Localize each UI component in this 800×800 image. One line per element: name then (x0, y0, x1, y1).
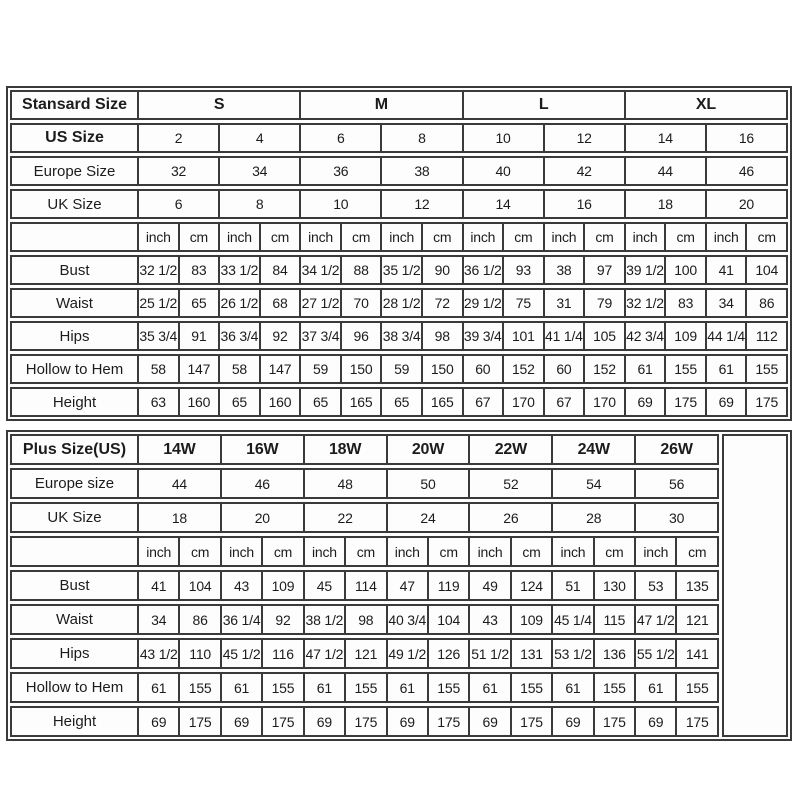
unit-header-cell: inch (543, 224, 584, 250)
measurement-value-cell: 35 1/2 (380, 257, 421, 283)
measurement-value-cell: 31 (543, 290, 584, 316)
measurement-row (10, 288, 788, 318)
measurement-value-cell: 116 (261, 640, 302, 667)
row-label: Hollow to Hem (25, 679, 124, 696)
measurement-value-cell: 61 (220, 674, 261, 701)
measurement-value-cell: 65 (299, 389, 340, 415)
measurement-value-cell: 36 3/4 (218, 323, 259, 349)
size-value-cell: 48 (303, 470, 386, 497)
measurement-value-cell: 175 (675, 708, 716, 735)
measurement-value-cell: 36 1/2 (462, 257, 503, 283)
unit-header-cell: inch (220, 538, 261, 565)
measurement-value-cell: 26 1/2 (218, 290, 259, 316)
measurement-value-cell: 175 (510, 708, 551, 735)
size-value-cell: 24 (386, 504, 469, 531)
measurement-value-cell: 150 (421, 356, 462, 382)
measurement-value-cell: 170 (502, 389, 543, 415)
row-label: Height (52, 393, 97, 411)
measurement-value-cell: 45 (303, 572, 344, 599)
measurement-value-cell: 69 (634, 708, 675, 735)
measurement-value-cell: 61 (386, 674, 427, 701)
standard-size-chart-rows (10, 90, 788, 417)
measurement-value-cell: 39 1/2 (624, 257, 665, 283)
measurement-value-cell: 109 (664, 323, 705, 349)
empty-label-cell (12, 224, 137, 250)
measurement-value-cell: 63 (137, 389, 178, 415)
unit-header-cell: inch (386, 538, 427, 565)
measurement-value-cell: 175 (745, 389, 786, 415)
measurement-value-cell: 86 (178, 606, 219, 633)
unit-header-cell: cm (502, 224, 543, 250)
measurement-row (10, 604, 719, 635)
measurement-value-cell: 104 (427, 606, 468, 633)
measurement-value-cell: 147 (178, 356, 219, 382)
size-value-cell: 12 (543, 125, 624, 151)
standard-size-chart-table (6, 86, 792, 421)
measurement-value-cell: 58 (218, 356, 259, 382)
measurement-value-cell: 70 (340, 290, 381, 316)
size-group-header: 20W (386, 436, 469, 463)
measurement-value-cell: 109 (261, 572, 302, 599)
measurement-value-cell: 72 (421, 290, 462, 316)
measurement-value-cell: 38 1/2 (303, 606, 344, 633)
plus-size-chart-table (6, 430, 792, 741)
measurement-value-cell: 43 (220, 572, 261, 599)
unit-header-cell: inch (380, 224, 421, 250)
measurement-value-cell: 90 (421, 257, 462, 283)
measurement-value-cell: 69 (220, 708, 261, 735)
measurement-value-cell: 83 (178, 257, 219, 283)
measurement-value-cell: 35 3/4 (137, 323, 178, 349)
measurement-value-cell: 152 (502, 356, 543, 382)
unit-header-cell: cm (421, 224, 462, 250)
measurement-value-cell: 65 (218, 389, 259, 415)
measurement-row (10, 706, 719, 737)
measurement-value-cell: 28 1/2 (380, 290, 421, 316)
size-group-header: 22W (468, 436, 551, 463)
measurement-value-cell: 61 (624, 356, 665, 382)
measurement-value-cell: 59 (380, 356, 421, 382)
size-group-header: L (462, 92, 624, 118)
measurement-value-cell: 86 (745, 290, 786, 316)
measurement-value-cell: 155 (427, 674, 468, 701)
unit-header-cell: inch (705, 224, 746, 250)
measurement-value-cell: 114 (344, 572, 385, 599)
measurement-value-cell: 37 3/4 (299, 323, 340, 349)
unit-header-cell: cm (259, 224, 300, 250)
measurement-value-cell: 121 (675, 606, 716, 633)
measurement-value-cell: 69 (386, 708, 427, 735)
measurement-value-cell: 110 (178, 640, 219, 667)
measurement-value-cell: 160 (178, 389, 219, 415)
measurement-value-cell: 79 (583, 290, 624, 316)
measurement-value-cell: 83 (664, 290, 705, 316)
measurement-value-cell: 36 1/4 (220, 606, 261, 633)
measurement-value-cell: 104 (178, 572, 219, 599)
size-value-cell: 30 (634, 504, 717, 531)
unit-header-cell: cm (178, 224, 219, 250)
size-value-cell: 32 (137, 158, 218, 184)
size-value-cell: 6 (137, 191, 218, 217)
size-group-header: S (137, 92, 299, 118)
measurement-value-cell: 47 1/2 (303, 640, 344, 667)
measurement-value-cell: 119 (427, 572, 468, 599)
unit-header-cell: cm (664, 224, 705, 250)
measurement-value-cell: 121 (344, 640, 385, 667)
size-value-cell: 26 (468, 504, 551, 531)
size-value-cell: 20 (705, 191, 786, 217)
measurement-value-cell: 67 (462, 389, 503, 415)
measurement-value-cell: 112 (745, 323, 786, 349)
unit-header-cell: inch (551, 538, 592, 565)
measurement-value-cell: 40 3/4 (386, 606, 427, 633)
measurement-value-cell: 93 (502, 257, 543, 283)
size-value-cell: 20 (220, 504, 303, 531)
row-label: Bust (59, 261, 90, 279)
measurement-value-cell: 41 (705, 257, 746, 283)
measurement-value-cell: 53 1/2 (551, 640, 592, 667)
size-value-cell: 56 (634, 470, 717, 497)
measurement-value-cell: 175 (261, 708, 302, 735)
measurement-value-cell: 61 (551, 674, 592, 701)
measurement-value-cell: 141 (675, 640, 716, 667)
size-group-header: 26W (634, 436, 717, 463)
size-value-cell: 10 (462, 125, 543, 151)
measurement-value-cell: 51 (551, 572, 592, 599)
size-value-cell: 38 (380, 158, 461, 184)
measurement-value-cell: 155 (261, 674, 302, 701)
unit-header-row (10, 222, 788, 252)
unit-header-cell: cm (675, 538, 716, 565)
row-label: Hollow to Hem (25, 360, 124, 378)
unit-header-cell: inch (634, 538, 675, 565)
measurement-value-cell: 25 1/2 (137, 290, 178, 316)
measurement-value-cell: 155 (510, 674, 551, 701)
unit-header-cell: inch (299, 224, 340, 250)
measurement-value-cell: 92 (261, 606, 302, 633)
size-conversion-row (10, 189, 788, 219)
unit-header-cell: inch (137, 538, 178, 565)
measurement-value-cell: 155 (745, 356, 786, 382)
measurement-value-cell: 67 (543, 389, 584, 415)
measurement-value-cell: 170 (583, 389, 624, 415)
size-group-header: XL (624, 92, 786, 118)
measurement-value-cell: 124 (510, 572, 551, 599)
size-group-header: 14W (137, 436, 220, 463)
size-conversion-row (10, 123, 788, 153)
size-value-cell: 44 (137, 470, 220, 497)
size-value-cell: 22 (303, 504, 386, 531)
size-conversion-row (10, 502, 719, 533)
measurement-value-cell: 69 (551, 708, 592, 735)
unit-header-cell: inch (624, 224, 665, 250)
measurement-value-cell: 147 (259, 356, 300, 382)
size-value-cell: 8 (218, 191, 299, 217)
measurement-value-cell: 165 (421, 389, 462, 415)
size-conversion-row (10, 468, 719, 499)
size-value-cell: 34 (218, 158, 299, 184)
measurement-value-cell: 61 (137, 674, 178, 701)
size-group-header: 16W (220, 436, 303, 463)
size-value-cell: 46 (705, 158, 786, 184)
measurement-value-cell: 61 (303, 674, 344, 701)
unit-header-cell: cm (745, 224, 786, 250)
row-label: UK Size (47, 509, 102, 526)
measurement-value-cell: 43 (468, 606, 509, 633)
measurement-value-cell: 69 (137, 708, 178, 735)
measurement-value-cell: 136 (593, 640, 634, 667)
size-conversion-row (10, 156, 788, 186)
size-value-cell: 28 (551, 504, 634, 531)
row-label: Europe size (34, 475, 115, 492)
measurement-value-cell: 45 1/2 (220, 640, 261, 667)
measurement-value-cell: 61 (468, 674, 509, 701)
row-label: Europe Size (33, 162, 116, 180)
unit-header-row (10, 536, 719, 567)
measurement-value-cell: 33 1/2 (218, 257, 259, 283)
measurement-row (10, 255, 788, 285)
measurement-value-cell: 44 1/4 (705, 323, 746, 349)
size-value-cell: 44 (624, 158, 705, 184)
empty-label-cell (12, 538, 137, 565)
measurement-value-cell: 101 (502, 323, 543, 349)
unit-header-cell: cm (427, 538, 468, 565)
measurement-value-cell: 53 (634, 572, 675, 599)
measurement-row (10, 321, 788, 351)
unit-header-cell: cm (510, 538, 551, 565)
measurement-value-cell: 38 3/4 (380, 323, 421, 349)
measurement-value-cell: 155 (178, 674, 219, 701)
measurement-value-cell: 41 1/4 (543, 323, 584, 349)
measurement-value-cell: 152 (583, 356, 624, 382)
size-value-cell: 42 (543, 158, 624, 184)
measurement-value-cell: 29 1/2 (462, 290, 503, 316)
size-value-cell: 12 (380, 191, 461, 217)
empty-trailing-cell (722, 434, 788, 737)
unit-header-cell: inch (218, 224, 259, 250)
size-value-cell: 6 (299, 125, 380, 151)
measurement-value-cell: 150 (340, 356, 381, 382)
measurement-value-cell: 51 1/2 (468, 640, 509, 667)
measurement-row (10, 354, 788, 384)
measurement-value-cell: 42 3/4 (624, 323, 665, 349)
measurement-value-cell: 32 1/2 (137, 257, 178, 283)
measurement-value-cell: 55 1/2 (634, 640, 675, 667)
size-value-cell: 8 (380, 125, 461, 151)
measurement-value-cell: 45 1/4 (551, 606, 592, 633)
size-value-cell: 46 (220, 470, 303, 497)
unit-header-cell: cm (344, 538, 385, 565)
measurement-value-cell: 59 (299, 356, 340, 382)
table-title: Plus Size(US) (22, 440, 127, 458)
size-value-cell: 16 (705, 125, 786, 151)
measurement-value-cell: 115 (593, 606, 634, 633)
measurement-value-cell: 34 1/2 (299, 257, 340, 283)
measurement-value-cell: 75 (502, 290, 543, 316)
row-label: Waist (56, 294, 93, 312)
size-group-header: M (299, 92, 461, 118)
measurement-value-cell: 32 1/2 (624, 290, 665, 316)
measurement-value-cell: 43 1/2 (137, 640, 178, 667)
measurement-value-cell: 109 (510, 606, 551, 633)
measurement-value-cell: 27 1/2 (299, 290, 340, 316)
unit-header-cell: cm (583, 224, 624, 250)
measurement-value-cell: 175 (344, 708, 385, 735)
measurement-value-cell: 175 (427, 708, 468, 735)
measurement-value-cell: 100 (664, 257, 705, 283)
measurement-value-cell: 61 (705, 356, 746, 382)
size-value-cell: 18 (624, 191, 705, 217)
measurement-value-cell: 49 1/2 (386, 640, 427, 667)
measurement-value-cell: 61 (634, 674, 675, 701)
measurement-value-cell: 69 (303, 708, 344, 735)
measurement-row (10, 672, 719, 703)
measurement-value-cell: 165 (340, 389, 381, 415)
measurement-value-cell: 68 (259, 290, 300, 316)
size-group-header-row (10, 90, 788, 120)
measurement-value-cell: 84 (259, 257, 300, 283)
size-value-cell: 16 (543, 191, 624, 217)
measurement-value-cell: 49 (468, 572, 509, 599)
measurement-value-cell: 91 (178, 323, 219, 349)
size-value-cell: 14 (624, 125, 705, 151)
size-value-cell: 36 (299, 158, 380, 184)
measurement-row (10, 387, 788, 417)
size-value-cell: 4 (218, 125, 299, 151)
measurement-value-cell: 47 (386, 572, 427, 599)
measurement-value-cell: 97 (583, 257, 624, 283)
size-group-header-row (10, 434, 719, 465)
measurement-value-cell: 92 (259, 323, 300, 349)
measurement-value-cell: 98 (344, 606, 385, 633)
size-group-header: 24W (551, 436, 634, 463)
measurement-value-cell: 47 1/2 (634, 606, 675, 633)
measurement-value-cell: 65 (178, 290, 219, 316)
measurement-value-cell: 126 (427, 640, 468, 667)
unit-header-cell: inch (462, 224, 503, 250)
measurement-value-cell: 160 (259, 389, 300, 415)
row-label: US Size (45, 129, 104, 146)
measurement-value-cell: 175 (664, 389, 705, 415)
row-label: Height (52, 713, 97, 730)
size-value-cell: 50 (386, 470, 469, 497)
measurement-value-cell: 38 (543, 257, 584, 283)
plus-size-chart-rows (10, 434, 719, 737)
measurement-value-cell: 98 (421, 323, 462, 349)
size-value-cell: 14 (462, 191, 543, 217)
measurement-value-cell: 69 (705, 389, 746, 415)
size-value-cell: 40 (462, 158, 543, 184)
measurement-value-cell: 131 (510, 640, 551, 667)
measurement-value-cell: 130 (593, 572, 634, 599)
measurement-value-cell: 41 (137, 572, 178, 599)
measurement-value-cell: 96 (340, 323, 381, 349)
measurement-value-cell: 105 (583, 323, 624, 349)
measurement-value-cell: 155 (593, 674, 634, 701)
measurement-value-cell: 155 (664, 356, 705, 382)
measurement-value-cell: 34 (137, 606, 178, 633)
measurement-value-cell: 175 (593, 708, 634, 735)
table-title: Stansard Size (22, 96, 127, 113)
measurement-value-cell: 69 (624, 389, 665, 415)
measurement-row (10, 638, 719, 669)
measurement-value-cell: 175 (178, 708, 219, 735)
row-label: Waist (56, 611, 93, 628)
measurement-value-cell: 135 (675, 572, 716, 599)
measurement-value-cell: 60 (543, 356, 584, 382)
unit-header-cell: cm (340, 224, 381, 250)
unit-header-cell: inch (468, 538, 509, 565)
measurement-value-cell: 39 3/4 (462, 323, 503, 349)
row-label: Bust (59, 577, 90, 594)
size-value-cell: 54 (551, 470, 634, 497)
row-label: Hips (59, 327, 90, 345)
measurement-row (10, 570, 719, 601)
size-group-header: 18W (303, 436, 386, 463)
unit-header-cell: cm (593, 538, 634, 565)
unit-header-cell: cm (178, 538, 219, 565)
unit-header-cell: cm (261, 538, 302, 565)
measurement-value-cell: 88 (340, 257, 381, 283)
size-value-cell: 2 (137, 125, 218, 151)
row-label: Hips (59, 645, 90, 662)
measurement-value-cell: 104 (745, 257, 786, 283)
measurement-value-cell: 60 (462, 356, 503, 382)
measurement-value-cell: 58 (137, 356, 178, 382)
unit-header-cell: inch (303, 538, 344, 565)
size-value-cell: 52 (468, 470, 551, 497)
measurement-value-cell: 155 (344, 674, 385, 701)
size-value-cell: 10 (299, 191, 380, 217)
measurement-value-cell: 65 (380, 389, 421, 415)
row-label: UK Size (47, 195, 102, 213)
measurement-value-cell: 155 (675, 674, 716, 701)
measurement-value-cell: 34 (705, 290, 746, 316)
measurement-value-cell: 69 (468, 708, 509, 735)
size-value-cell: 18 (137, 504, 220, 531)
unit-header-cell: inch (137, 224, 178, 250)
